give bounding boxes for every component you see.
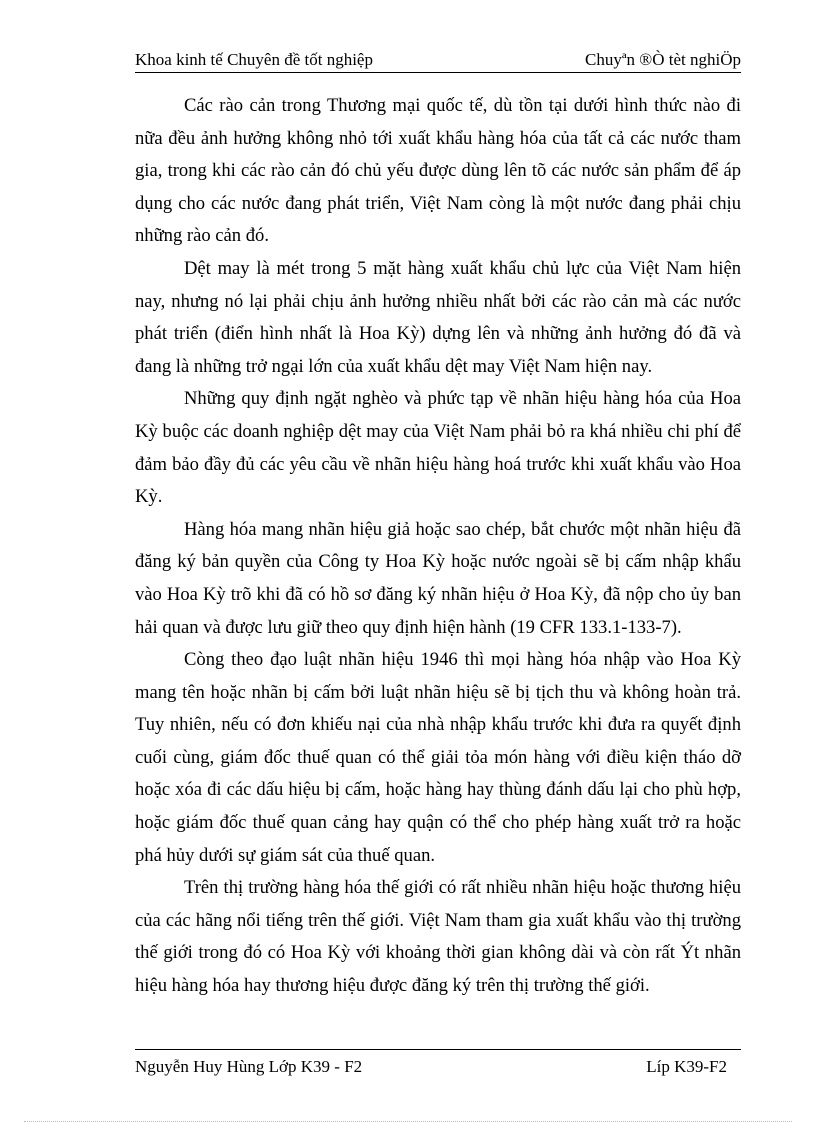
document-body [135, 90, 741, 1003]
footer-right-text: Líp K39-F2 [646, 1057, 727, 1076]
header-left-text: Khoa kinh tế Chuyên đề tốt nghiệp [135, 50, 373, 69]
page-footer [135, 1049, 741, 1076]
page-header [135, 50, 741, 73]
page-bottom-edge [24, 1121, 792, 1122]
paragraph: Hàng hóa mang nhãn hiệu giả hoặc sao chép, bắt chước một nhãn hiệu đã đăng ký bản quyền của Công ty Hoa Kỳ hoặc nước ngoài sẽ bị cấm nhập khẩu vào Hoa Kỳ trõ khi đã có hồ sơ đăng ký nhãn hiệu ở Hoa Kỳ, đã nộp cho ủy ban hải quan và được lưu giữ theo quy định hiện hành (19 CFR 133.1-133-7). [135, 518, 741, 638]
paragraph: Còng theo đạo luật nhãn hiệu 1946 thì mọi hàng hóa nhập vào Hoa Kỳ mang tên hoặc nhãn bị cấm bởi luật nhãn hiệu sẽ bị tịch thu và không hoàn trả. Tuy nhiên, nếu có đơn khiếu nại của nhà nhập khẩu trước khi đưa ra quyết định cuối cùng, giám đốc thuế quan có thể giải tỏa món hàng với điều kiện tháo dỡ hoặc xóa đi các dấu hiệu bị cấm, hoặc hàng hay thùng đánh dấu lại cho phù hợp, hoặc giám đốc thuế quan cảng hay quận có thể cho phép hàng xuất trở ra hoặc phá hủy dưới sự giám sát của thuế quan. [135, 649, 741, 866]
header-right-text: Chuyªn ®Ò tèt nghiÖp [585, 50, 741, 69]
footer-left-text: Nguyễn Huy Hùng Lớp K39 - F2 [135, 1057, 363, 1076]
paragraph: Trên thị trường hàng hóa thế giới có rất nhiều nhãn hiệu hoặc thương hiệu của các hãng nổi tiếng trên thế giới. Việt Nam tham gia xuất khẩu vào thị trường thế giới trong đó có Hoa Kỳ với khoảng thời gian không dài và còn rất Ýt nhãn hiệu hàng hóa hay thương hiệu được đăng ký trên thị trường thế giới. [135, 877, 741, 997]
paragraph: Các rào cản trong Thương mại quốc tế, dù tồn tại dưới hình thức nào đi nữa đều ảnh hưởng không nhỏ tới xuất khẩu hàng hóa của tất cả các nước tham gia, trong khi các rào cản đó chủ yếu được dùng lên tõ các nước sản phẩm để áp dụng cho các nước đang phát triển, Việt Nam còng là một nước đang phải chịu những rào cản đó. [135, 95, 741, 247]
paragraph: Dệt may là mét trong 5 mặt hàng xuất khẩu chủ lực của Việt Nam hiện nay, nhưng nó lại phải chịu ảnh hưởng nhiều nhất bởi các rào cản mà các nước phát triển (điển hình nhất là Hoa Kỳ) dựng lên và những ảnh hưởng đó đã và đang là những trở ngại lớn của xuất khẩu dệt may Việt Nam hiện nay. [135, 257, 741, 377]
paragraph: Những quy định ngặt nghèo và phức tạp về nhãn hiệu hàng hóa của Hoa Kỳ buộc các doanh nghiệp dệt may của Việt Nam phải bỏ ra khá nhiều chi phí để đảm bảo đầy đủ các yêu cầu về nhãn hiệu hàng hoá trước khi xuất khẩu vào Hoa Kỳ. [135, 388, 741, 508]
